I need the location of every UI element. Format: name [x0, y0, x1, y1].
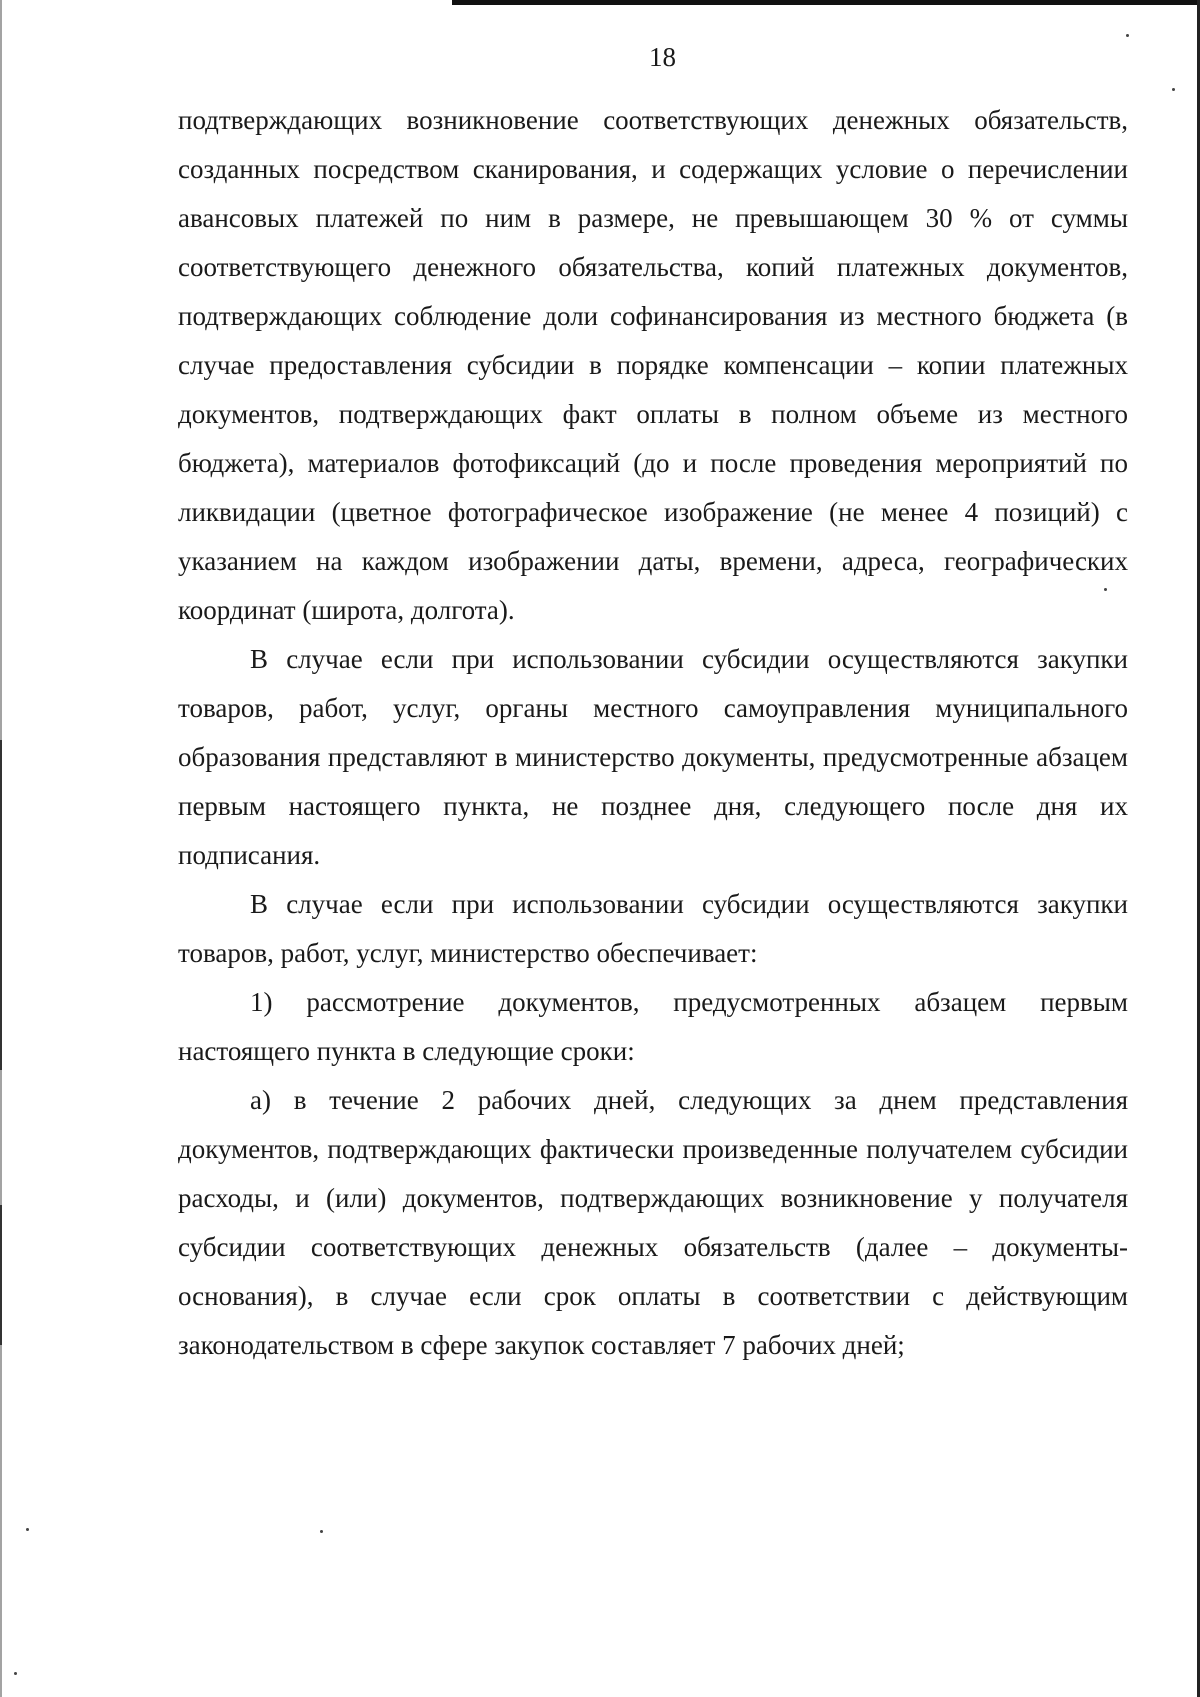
- scan-speck: [1126, 34, 1129, 37]
- scan-speck: [26, 1528, 29, 1531]
- list-subitem: а) в течение 2 рабочих дней, следующих за днем представления документов, подтверждающих фактически произведенные получателем субсидии расходы, и (или) документов, подтверждающих возникновение у получателя субсидии соответствующих денежных обязательств (далее – документы-основания), в случае если срок оплаты в соответствии с действующим законодательством в сфере закупок составляет 7 рабочих дней;: [178, 1085, 1128, 1360]
- paragraph: В случае если при использовании субсидии осуществляются закупки товаров, работ, услуг, министерство обеспечивает:: [178, 889, 1128, 968]
- paragraph: подтверждающих возникновение соответствующих денежных обязательств, созданных посредством сканирования, и содержащих условие о перечислении авансовых платежей по ним в размере, не превышающем 30 % от суммы соответствующего денежного обязательства, копий платежных документов, подтверждающих соблюдение доли софинансирования из местного бюджета (в случае предоставления субсидии в порядке компенсации – копии платежных документов, подтверждающих факт оплаты в полном объеме из местного бюджета), материалов фотофиксаций (до и после проведения мероприятий по ликвидации (цветное фотографическое изображение (не менее 4 позиций) с указанием на каждом изображении даты, времени, адреса, географических координат (широта, долгота).: [178, 105, 1128, 625]
- scan-edge-top: [452, 0, 1200, 5]
- scan-speck: [1172, 88, 1175, 91]
- scan-left-mark: [0, 740, 2, 1070]
- document-body: [178, 96, 1128, 1370]
- scan-speck: [14, 1672, 17, 1675]
- paragraph: В случае если при использовании субсидии осуществляются закупки товаров, работ, услуг, органы местного самоуправления муниципального образования представляют в министерство документы, предусмотренные абзацем первым настоящего пункта, не позднее дня, следующего после дня их подписания.: [178, 644, 1128, 870]
- list-item: 1) рассмотрение документов, предусмотренных абзацем первым настоящего пункта в следующие сроки:: [178, 987, 1128, 1066]
- scan-left-mark: [0, 1205, 2, 1345]
- scan-speck: [320, 1530, 323, 1533]
- page-number: 18: [649, 42, 676, 72]
